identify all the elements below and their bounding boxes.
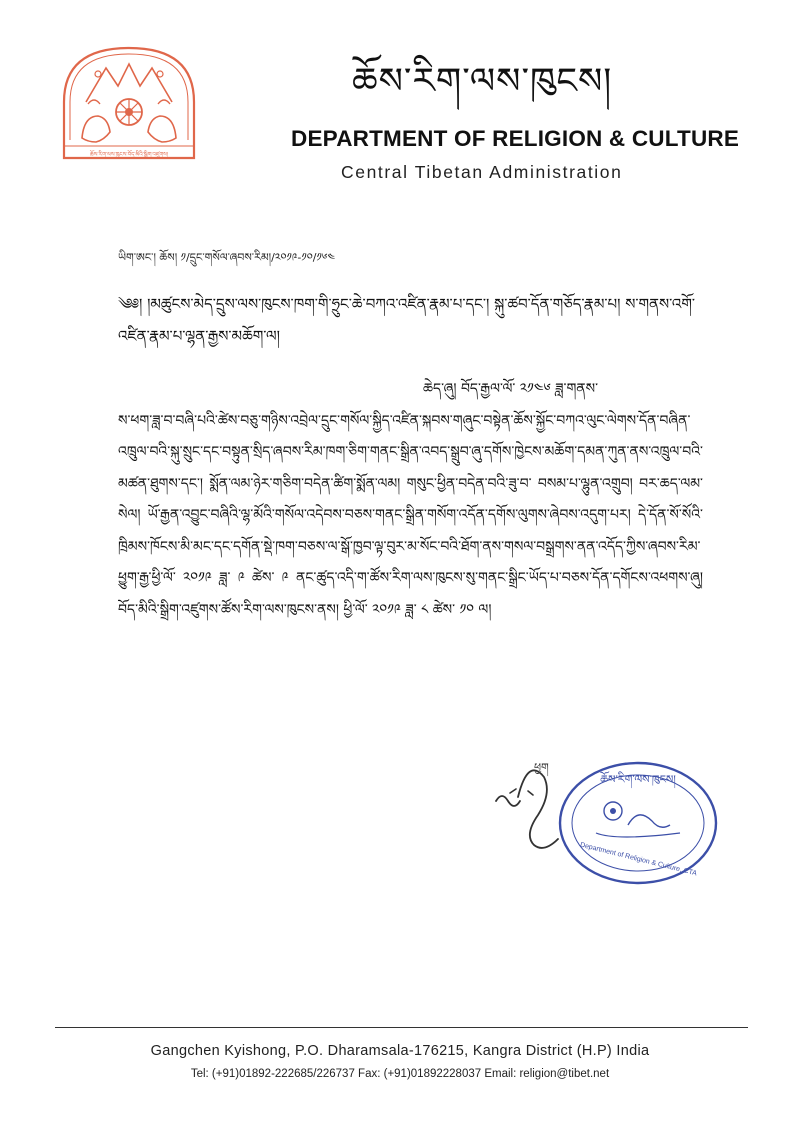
stamp-tibetan-text: ཆོས་རིག་ལས་ཁུངས། — [600, 773, 676, 786]
letter-body-text: ས་ཕག་ཟླ་བ་བཞི་པའི་ཚེས་བཅུ་གཉིས་འབྲེལ་དྲུང་གསོལ་སྐྱིད་འཛིན་སྐབས་གཞུང་བསྟེན་ཆོས་སྐྱོང་བཀའ་ལུང་ལེགས་དོན་བཞིན་འཁྲུལ་བའི་སྐུ་སྲུང་དང་བསྟུན་སྲིད་ཞབས་རིམ་ཁག་ཅིག་གནང་སྒྲིན་འབད་སྒྲུབ་ཞུ་དགོས་ཁྱེངས་མཆོག་དམན་ཀུན་ནས་འཁྲུལ་བའི་མཚན་ཐུགས་དང་། སྨོན་ལམ་ཉེར་གཅིག་བདེན་ཚིག་སྨོན་ལམ། གསུང་ཕྱིན་བདེན་བའི་ཟུ་བ་ བསམ་པ་ལྷུན་འགྲུབ། བར་ཆད་ལམ་སེལ། ཡོ་རྒྱན་འབྱུང་བཞིའི་ལྷ་མོའི་གསོལ་འདེབས་བཅས་གནང་སྒྲིན་གསོག་འདོན་དགོས་ལུགས་ཞེབས་འདུག་པར། དེ་དོན་སོ་སོའི་ཁྲིམས་ཁོངས་མི་མང་དང་དགོན་སྡེ་ཁག་བཅས་ལ་སྒོ་ཁྱབ་ལྟ་བུར་མ་སོང་བའི་ཐོག་ནས་གསལ་བསྒྲགས་ནན་འདོད་ཀྱིས་ཞབས་རིམ་ཕྱུག་རྒྱ་ཕྱི་ལོ་ ༢༠༡༩ ཟླ་ ༩ ཚེས་ ༩ ནང་ཚུད་འདི་ག་ཚོས་རིག་ལས་ཁུངས་སུ་གནང་སྒྲིང་ཡོད་པ་བཅས་དོན་དགོངས་འཕགས་ཞུ། བོད་མིའི་སྒྲིག་འཛུགས་ཚོས་རིག་ལས་ཁུངས་ནས། ཕྱི་ལོ་ ༢༠༡༩ ཟླ་ ༨ ཚེས་ ༡༠ ལ། — [118, 412, 703, 618]
signature-and-stamp — [488, 753, 718, 888]
letter-reference-number: ཡིག་ཨང་། ཆོས། ༡/དྲུང་གསོལ་ཞབས་རིམ།/༢༠༡༩-༡༠/༡༦༤ — [118, 251, 336, 264]
footer-divider — [55, 1027, 748, 1028]
department-title: DEPARTMENT OF RELIGION & CULTURE — [291, 126, 740, 151]
department-seal-logo — [58, 42, 200, 170]
handwritten-signature — [496, 770, 558, 848]
signature-label: ཕྱག — [534, 761, 549, 774]
administration-subtitle: Central Tibetan Administration — [341, 162, 623, 182]
letter-body — [118, 374, 703, 626]
footer-address: Gangchen Kyishong, P.O. Dharamsala-176215, Kangra District (H.P) India — [150, 1043, 650, 1059]
seal-caption: ཆོས་རིག་ལས་ཁུངས་བོད་མིའི་སྒྲིག་འཛུགས། — [89, 152, 169, 158]
tibetan-department-title: ཆོས་རིག་ལས་ཁུངས། — [352, 61, 613, 102]
footer-contact: Tel: (+91)01892-222685/226737 Fax: (+91)01892228037 Email: religion@tibet.net — [190, 1068, 610, 1080]
letter-date-intro: ཆེད་ཞུ། བོད་རྒྱལ་ལོ་ ༢༡༤༦ ཟླ་གནས་ — [423, 381, 599, 397]
stamp-english-text: Department of Religion & Culture, CTA — [579, 841, 698, 878]
letter-addressee: ༄༅། །མཚུངས་མེད་དྲུས་ལས་ཁུངས་ཁག་གི་ཧྲུང་ཆེ་བཀའ་འཛིན་རྣམ་པ་དང་། སྐུ་ཚབ་དོན་གཅོད་རྣམ་པ། ས་གནས་འགོ་འཛིན་རྣམ་པ་ལྷན་རྒྱས་མཆོག་ལ། — [118, 295, 696, 345]
